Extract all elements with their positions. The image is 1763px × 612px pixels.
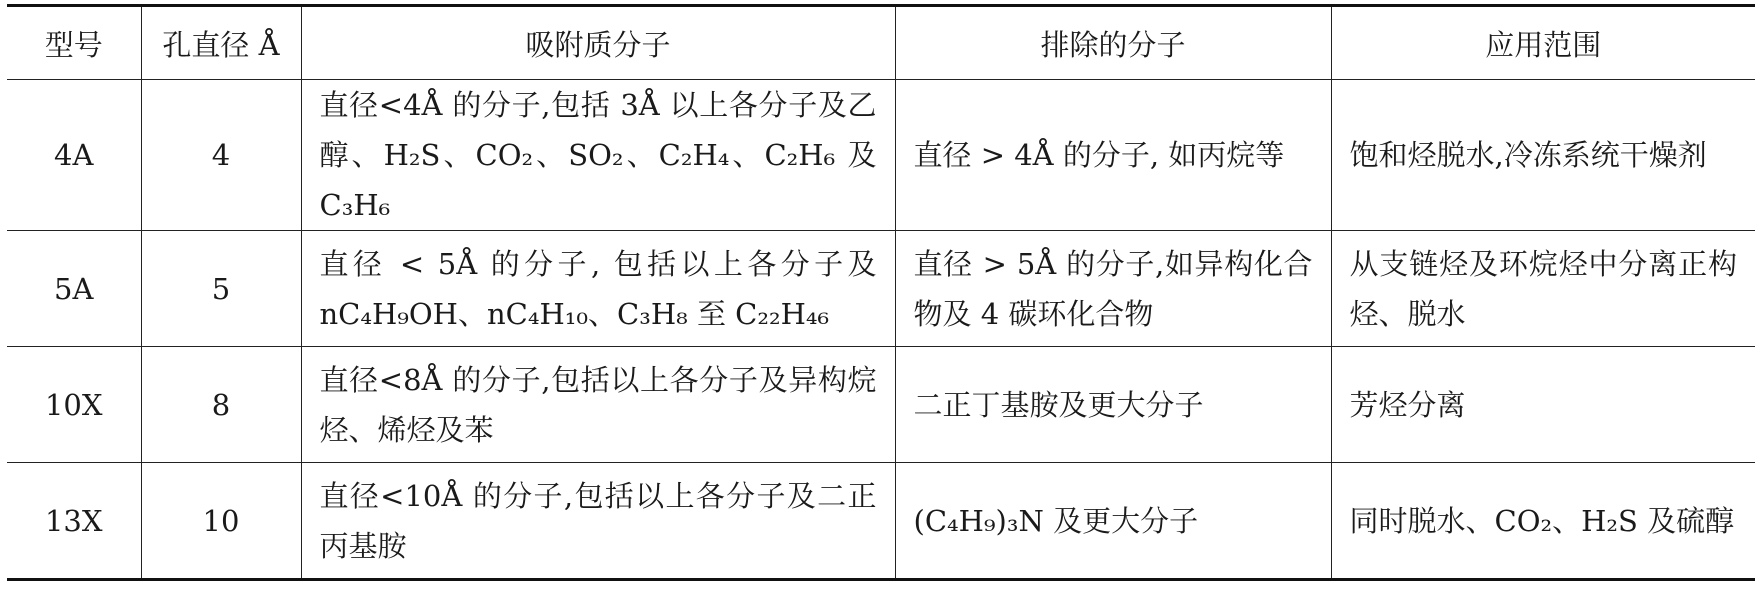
header-excluded-molecules: 排除的分子 [895,6,1331,80]
excluded-cell: 直径 > 4Å 的分子, 如丙烷等 [895,80,1331,231]
adsorbed-cell: 直径<10Å 的分子,包括以上各分子及二正丙基胺 [301,463,895,580]
application-cell: 芳烃分离 [1331,347,1755,463]
application-cell: 从支链烃及环烷烃中分离正构烃、脱水 [1331,231,1755,347]
excluded-cell: 直径 > 5Å 的分子,如异构化合物及 4 碳环化合物 [895,231,1331,347]
pore-cell: 4 [141,80,301,231]
table-row [7,463,1755,580]
adsorbed-cell: 直径 < 5Å 的分子, 包括以上各分子及 nC₄H₉OH、nC₄H₁₀、C₃H₈ 至 C₂₂H₄₆ [301,231,895,347]
table-row [7,80,1755,231]
header-model: 型号 [7,6,141,80]
header-row [7,6,1755,80]
table-row [7,347,1755,463]
excluded-cell: 二正丁基胺及更大分子 [895,347,1331,463]
header-pore-diameter: 孔直径 Å [141,6,301,80]
application-cell: 同时脱水、CO₂、H₂S 及硫醇 [1331,463,1755,580]
model-cell: 5A [7,231,141,347]
pore-cell: 5 [141,231,301,347]
header-adsorbed-molecules: 吸附质分子 [301,6,895,80]
model-cell: 13X [7,463,141,580]
model-cell: 4A [7,80,141,231]
header-application: 应用范围 [1331,6,1755,80]
pore-cell: 10 [141,463,301,580]
molecular-sieve-table [7,4,1755,581]
excluded-cell: (C₄H₉)₃N 及更大分子 [895,463,1331,580]
application-cell: 饱和烃脱水,冷冻系统干燥剂 [1331,80,1755,231]
adsorbed-cell: 直径<4Å 的分子,包括 3Å 以上各分子及乙醇、H₂S、CO₂、SO₂、C₂H₄、C₂H₆ 及 C₃H₆ [301,80,895,231]
adsorbed-cell: 直径<8Å 的分子,包括以上各分子及异构烷烃、烯烃及苯 [301,347,895,463]
pore-cell: 8 [141,347,301,463]
model-cell: 10X [7,347,141,463]
table-row [7,231,1755,347]
